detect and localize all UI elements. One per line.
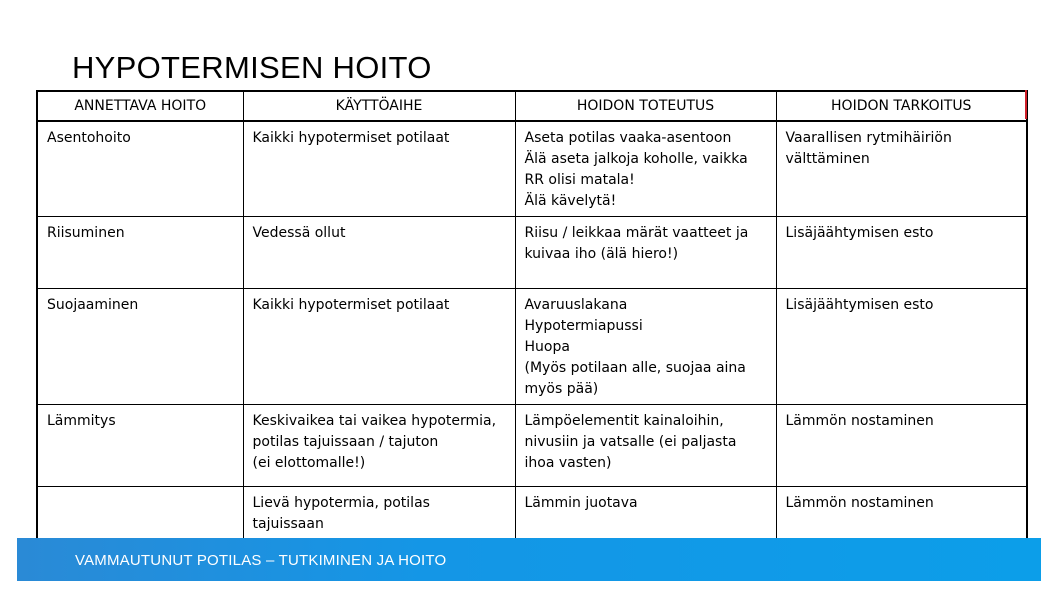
table-row	[37, 405, 1027, 487]
cell-text: Älä aseta jalkoja koholle, vaikka	[524, 151, 748, 167]
cell-toteutus	[515, 289, 776, 405]
cell-text: Lämmitys	[47, 413, 116, 429]
table-row	[37, 289, 1027, 405]
cell-kayttoaihe	[243, 121, 515, 217]
cell-text: Lämmön nostaminen	[785, 495, 934, 511]
cell-text: välttäminen	[785, 151, 870, 167]
cell-text: ihoa vasten)	[524, 455, 612, 471]
cell-text: tajuissaan	[252, 516, 324, 532]
cell-text: Hypotermiapussi	[524, 318, 643, 334]
cell-text: Riisu / leikkaa märät vaatteet ja	[524, 225, 749, 241]
cell-text: Älä kävelytä!	[524, 193, 617, 209]
cell-kayttoaihe	[243, 217, 515, 289]
cell-tarkoitus	[776, 217, 1027, 289]
cell-toteutus	[515, 121, 776, 217]
cell-text: Vaarallisen rytmihäiriön	[785, 130, 952, 146]
cell-hoito	[37, 487, 243, 541]
treatment-table	[36, 90, 1028, 541]
cell-text: Vedessä ollut	[252, 225, 346, 241]
cell-text: Lämmön nostaminen	[785, 413, 934, 429]
cell-hoito	[37, 405, 243, 487]
cell-text: (Myös potilaan alle, suojaa aina	[524, 360, 746, 376]
cell-tarkoitus	[776, 487, 1027, 541]
cell-text: potilas tajuissaan / tajuton	[252, 434, 439, 450]
table-header-row	[37, 91, 1027, 121]
cell-toteutus	[515, 217, 776, 289]
cell-hoito	[37, 289, 243, 405]
cell-text: Keskivaikea tai vaikea hypotermia,	[252, 413, 497, 429]
cell-text: Aseta potilas vaaka-asentoon	[524, 130, 732, 146]
cell-text: Lämmin juotava	[524, 495, 638, 511]
cell-kayttoaihe	[243, 487, 515, 541]
cell-tarkoitus	[776, 289, 1027, 405]
cell-text: Huopa	[524, 339, 570, 355]
cell-text: Kaikki hypotermiset potilaat	[252, 297, 450, 313]
cell-kayttoaihe	[243, 289, 515, 405]
cell-text: RR olisi matala!	[524, 172, 635, 188]
cell-text: (ei elottomalle!)	[252, 455, 366, 471]
cell-toteutus	[515, 405, 776, 487]
cell-text: Kaikki hypotermiset potilaat	[252, 130, 450, 146]
cell-hoito	[37, 217, 243, 289]
cell-text: Lievä hypotermia, potilas	[252, 495, 430, 511]
cell-text: kuivaa iho (älä hiero!)	[524, 246, 679, 262]
cell-hoito	[37, 121, 243, 217]
header-hoidon-tarkoitus: HOIDON TARKOITUS	[776, 91, 1027, 121]
cell-text: myös pää)	[524, 381, 599, 397]
cell-text: Avaruuslakana	[524, 297, 628, 313]
cell-text: Lisäjäähtymisen esto	[785, 297, 934, 313]
table-row	[37, 217, 1027, 289]
red-edge-marker	[1025, 90, 1027, 119]
cell-kayttoaihe	[243, 405, 515, 487]
footer-bar	[17, 538, 1041, 581]
table-row	[37, 487, 1027, 541]
cell-text: Suojaaminen	[47, 297, 139, 313]
cell-text: nivusiin ja vatsalle (ei paljasta	[524, 434, 737, 450]
header-hoidon-toteutus: HOIDON TOTEUTUS	[515, 91, 776, 121]
cell-toteutus	[515, 487, 776, 541]
header-annettava-hoito: ANNETTAVA HOITO	[37, 91, 243, 121]
cell-text: Riisuminen	[47, 225, 125, 241]
page-title: HYPOTERMISEN HOITO	[72, 50, 432, 85]
cell-tarkoitus	[776, 121, 1027, 217]
cell-tarkoitus	[776, 405, 1027, 487]
treatment-table-container	[36, 90, 1026, 532]
header-kayttoaihe: KÄYTTÖAIHE	[243, 91, 515, 121]
cell-text: Lisäjäähtymisen esto	[785, 225, 934, 241]
cell-text: Asentohoito	[47, 130, 131, 146]
cell-text: Lämpöelementit kainaloihin,	[524, 413, 724, 429]
footer-text: VAMMAUTUNUT POTILAS – TUTKIMINEN JA HOITO	[75, 552, 447, 569]
table-row	[37, 121, 1027, 217]
